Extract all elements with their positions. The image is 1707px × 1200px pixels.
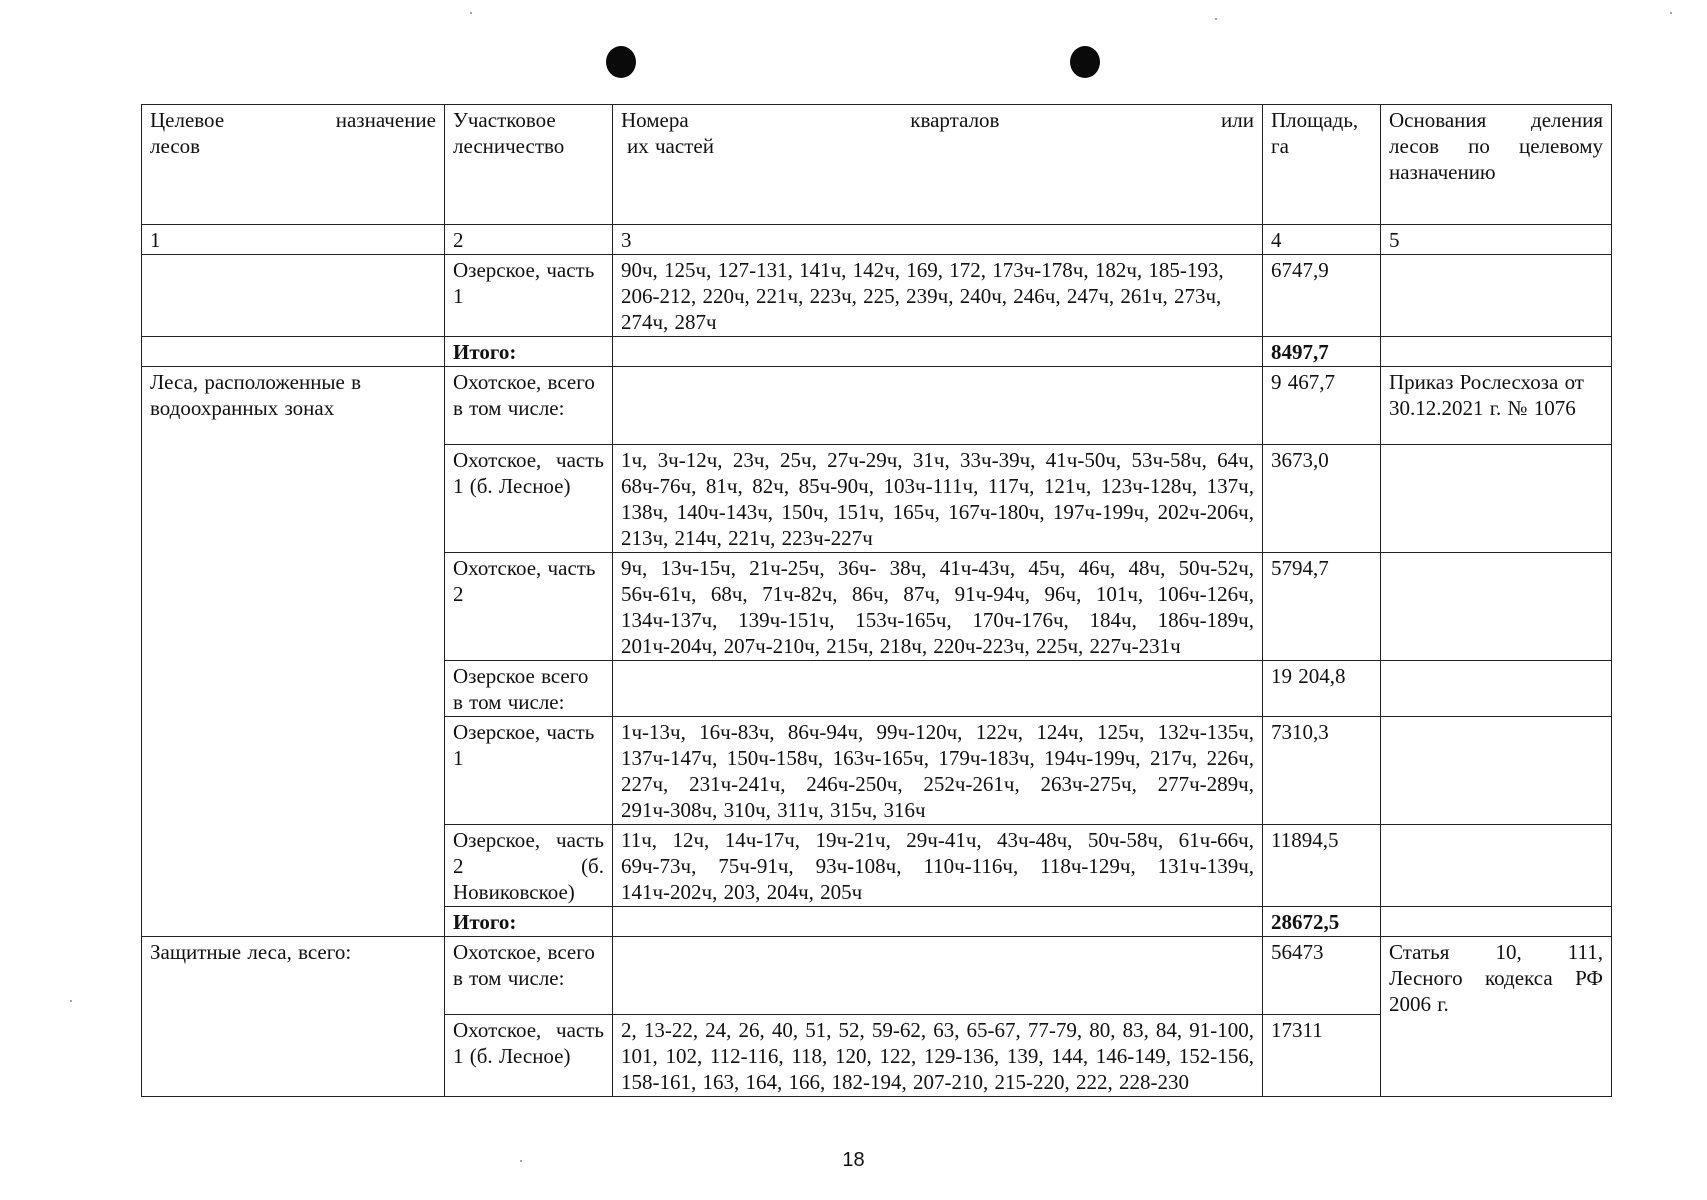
basis-cell: Приказ Рослесхоза от 30.12.2021 г. № 1076 — [1381, 367, 1612, 445]
forestry-cell: Охотское, всего в том числе: — [445, 937, 613, 1015]
page-number: 18 — [842, 1149, 865, 1171]
header-quarters: Номера кварталов или их частей — [613, 105, 1263, 225]
purpose-cell: Защитные леса, всего: — [142, 937, 445, 1097]
quarters-cell: 11ч, 12ч, 14ч-17ч, 19ч-21ч, 29ч-41ч, 43ч-48ч, 50ч-58ч, 61ч-66ч, 69ч-73ч, 75ч-91ч, 93ч-108ч, 110ч-116ч, 118ч-129ч, 131ч-139ч, 141ч-202ч, 203, 204ч, 205ч — [613, 825, 1263, 907]
purpose-cell: Леса, расположенные в водоохранных зонах — [142, 367, 445, 937]
forest-purpose-table — [141, 104, 1612, 1097]
quarters-cell — [613, 937, 1263, 1015]
basis-cell — [1381, 445, 1612, 553]
area-cell: 5794,7 — [1263, 553, 1381, 661]
quarters-cell: 9ч, 13ч-15ч, 21ч-25ч, 36ч- 38ч, 41ч-43ч, 45ч, 46ч, 48ч, 50ч-52ч, 56ч-61ч, 68ч, 71ч-82ч, 86ч, 87ч, 91ч-94ч, 96ч, 101ч, 106ч-126ч, 134ч-137ч, 139ч-151ч, 153ч-165ч, 170ч-176ч, 184ч, 186ч-189ч, 201ч-204ч, 207ч-210ч, 215ч, 218ч, 220ч-223ч, 225ч, 227ч-231ч — [613, 553, 1263, 661]
forestry-cell: Охотское, всего в том числе: — [445, 367, 613, 445]
quarters-cell — [613, 367, 1263, 445]
column-number: 1 — [142, 225, 445, 255]
column-number: 3 — [613, 225, 1263, 255]
quarters-cell: 2, 13-22, 24, 26, 40, 51, 52, 59-62, 63, 65-67, 77-79, 80, 83, 84, 91-100, 101, 102, 112-116, 118, 120, 122, 129-136, 139, 144, 146-149, 152-156, 158-161, 163, 164, 166, 182-194, 207-210, 215-220, 222, 228-230 — [613, 1015, 1263, 1097]
area-cell: 6747,9 — [1263, 255, 1381, 337]
punch-hole — [1070, 46, 1100, 78]
total-area: 28672,5 — [1263, 907, 1381, 937]
basis-cell — [1381, 717, 1612, 825]
quarters-cell — [613, 907, 1263, 937]
basis-cell — [1381, 907, 1612, 937]
total-label: Итого: — [445, 337, 613, 367]
forestry-cell: Озерское всего в том числе: — [445, 661, 613, 717]
scan-speck — [70, 1000, 72, 1002]
quarters-cell: 90ч, 125ч, 127-131, 141ч, 142ч, 169, 172, 173ч-178ч, 182ч, 185-193, 206-212, 220ч, 221ч, 223ч, 225, 239ч, 240ч, 246ч, 247ч, 261ч, 273ч, 274ч, 287ч — [613, 255, 1263, 337]
area-cell: 3673,0 — [1263, 445, 1381, 553]
basis-cell: Статья 10, 111, Лесного кодекса РФ 2006 г. — [1381, 937, 1612, 1097]
forestry-cell: Охотское, часть 2 — [445, 553, 613, 661]
column-number: 5 — [1381, 225, 1612, 255]
forestry-cell: Озерское, часть 2 (б. Новиковское) — [445, 825, 613, 907]
total-row — [142, 337, 1612, 367]
basis-cell — [1381, 553, 1612, 661]
quarters-cell — [613, 661, 1263, 717]
quarters-cell: 1ч-13ч, 16ч-83ч, 86ч-94ч, 99ч-120ч, 122ч, 124ч, 125ч, 132ч-135ч, 137ч-147ч, 150ч-158ч, 163ч-165ч, 179ч-183ч, 194ч-199ч, 217ч, 226ч, 227ч, 231ч-241ч, 246ч-250ч, 252ч-261ч, 263ч-275ч, 277ч-289ч, 291ч-308ч, 310ч, 311ч, 315ч, 316ч — [613, 717, 1263, 825]
column-number: 2 — [445, 225, 613, 255]
header-forestry: Участковое лесничество — [445, 105, 613, 225]
quarters-cell — [613, 337, 1263, 367]
scan-speck — [470, 12, 472, 14]
basis-cell — [1381, 661, 1612, 717]
forestry-cell: Озерское, часть 1 — [445, 717, 613, 825]
area-cell: 9 467,7 — [1263, 367, 1381, 445]
area-cell: 7310,3 — [1263, 717, 1381, 825]
total-label: Итого: — [445, 907, 613, 937]
purpose-cell — [142, 337, 445, 367]
area-cell: 56473 — [1263, 937, 1381, 1015]
area-cell: 11894,5 — [1263, 825, 1381, 907]
header-basis: Основания деления лесов по целевому назначению — [1381, 105, 1612, 225]
area-cell: 17311 — [1263, 1015, 1381, 1097]
forestry-cell: Озерское, часть 1 — [445, 255, 613, 337]
basis-cell — [1381, 337, 1612, 367]
punch-hole — [606, 46, 636, 78]
basis-cell — [1381, 255, 1612, 337]
table-header-row — [142, 105, 1612, 225]
quarters-cell: 1ч, 3ч-12ч, 23ч, 25ч, 27ч-29ч, 31ч, 33ч-39ч, 41ч-50ч, 53ч-58ч, 64ч, 68ч-76ч, 81ч, 82ч, 85ч-90ч, 103ч-111ч, 117ч, 121ч, 123ч-128ч, 137ч, 138ч, 140ч-143ч, 150ч, 151ч, 165ч, 167ч-180ч, 197ч-199ч, 202ч-206ч, 213ч, 214ч, 221ч, 223ч-227ч — [613, 445, 1263, 553]
forestry-cell: Охотское, часть 1 (б. Лесное) — [445, 1015, 613, 1097]
basis-cell — [1381, 825, 1612, 907]
scan-speck — [1215, 18, 1217, 20]
column-number: 4 — [1263, 225, 1381, 255]
table-row — [142, 367, 1612, 445]
scan-speck — [1670, 12, 1672, 14]
area-cell: 19 204,8 — [1263, 661, 1381, 717]
table-row — [142, 255, 1612, 337]
total-area: 8497,7 — [1263, 337, 1381, 367]
header-area: Площадь, га — [1263, 105, 1381, 225]
header-purpose: Целевое назначение лесов — [142, 105, 445, 225]
forestry-cell: Охотское, часть 1 (б. Лесное) — [445, 445, 613, 553]
column-number-row — [142, 225, 1612, 255]
purpose-cell — [142, 255, 445, 337]
table-row — [142, 937, 1612, 1015]
